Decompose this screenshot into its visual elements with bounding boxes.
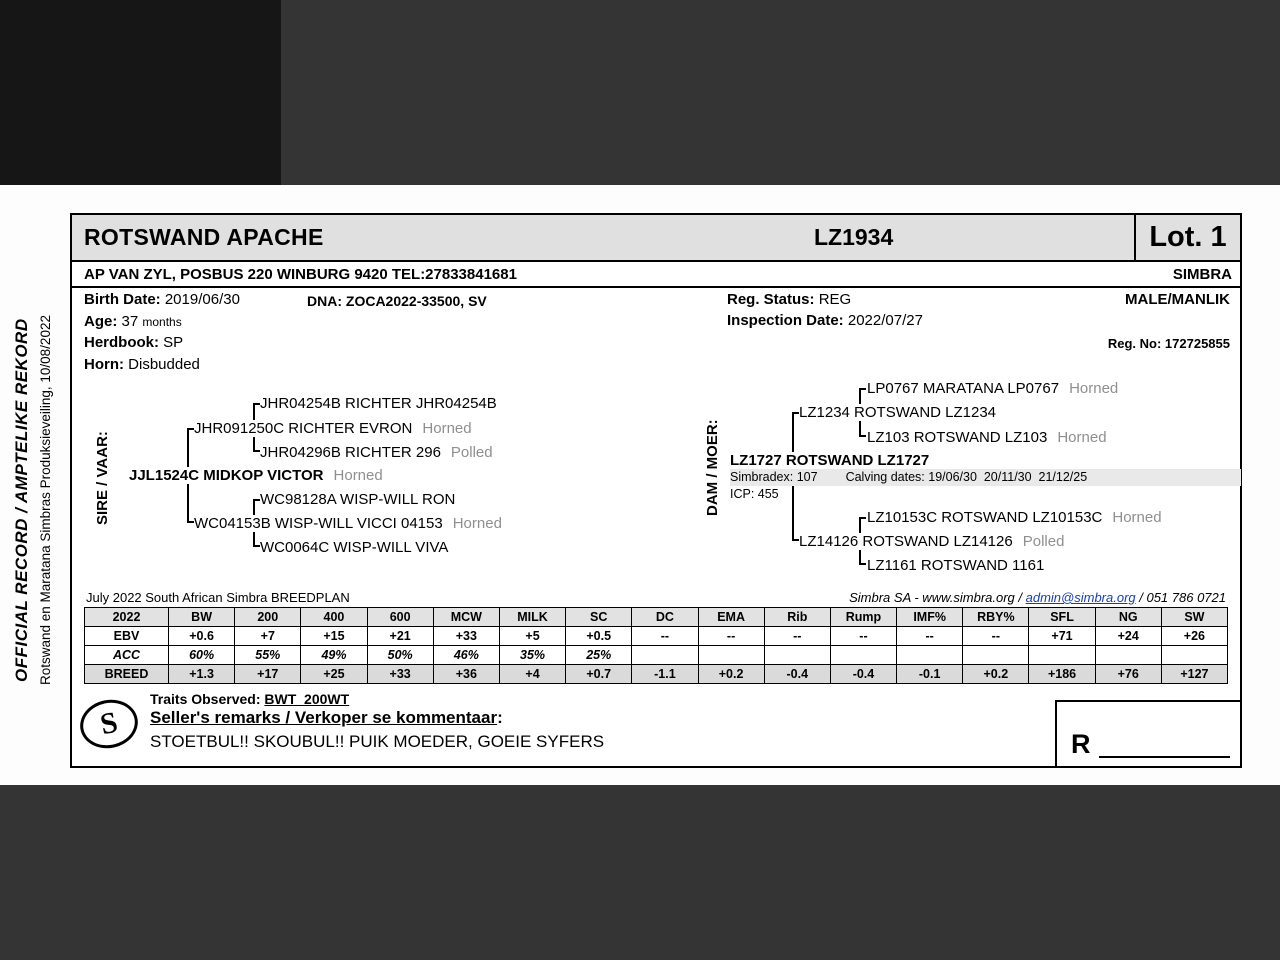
acc-cell: 46%	[433, 646, 499, 665]
ebv-cell: +15	[301, 627, 367, 646]
ebv-cell: --	[764, 627, 830, 646]
age-unit: months	[142, 315, 182, 329]
ebv-cell: +0.6	[169, 627, 235, 646]
ebv-cell: +7	[235, 627, 301, 646]
col-header: SW	[1161, 608, 1227, 627]
acc-cell: 50%	[367, 646, 433, 665]
breed-cell: +76	[1095, 665, 1161, 684]
acc-cell	[1161, 646, 1227, 665]
catalog-card	[70, 213, 1242, 768]
breedplan-header-row	[85, 608, 1228, 627]
horn-status: Polled	[1022, 533, 1065, 550]
horn-value: Disbudded	[128, 356, 200, 373]
pedigree-entry	[194, 420, 475, 437]
animal-name: LZ1234 ROTSWAND LZ1234	[799, 404, 997, 421]
animal-name: ROTSWAND APACHE	[84, 224, 324, 250]
ebv-cell: +71	[1029, 627, 1095, 646]
pedigree-entry	[867, 380, 1121, 397]
acc-cell: 60%	[169, 646, 235, 665]
acc-cell	[698, 646, 764, 665]
acc-cell	[1029, 646, 1095, 665]
breed-name: SIMBRA	[1172, 265, 1232, 283]
age-label: Age:	[84, 313, 118, 330]
breed-cell: +17	[235, 665, 301, 684]
horn-status: Horned	[1112, 509, 1162, 526]
pedigree-entry	[260, 539, 461, 556]
sellers-remarks-text: STOETBUL!! SKOUBUL!! PUIK MOEDER, GOEIE SYFERS	[150, 732, 605, 751]
reg-no	[1108, 336, 1230, 351]
breed-avg-row	[85, 665, 1228, 684]
col-header: Rump	[830, 608, 896, 627]
pedigree-entry	[260, 444, 496, 461]
col-header: BW	[169, 608, 235, 627]
traits-value: BWT 200WT	[264, 691, 350, 707]
horn-status: Horned	[1069, 380, 1119, 397]
row-label: EBV	[85, 627, 169, 646]
breed-cell: +127	[1161, 665, 1227, 684]
ebv-cell: +21	[367, 627, 433, 646]
simbra-contact	[849, 590, 1226, 605]
col-header: EMA	[698, 608, 764, 627]
sellers-remarks-heading	[150, 708, 503, 728]
horn-label: Horn:	[84, 356, 124, 373]
age	[84, 313, 182, 330]
ebv-cell: --	[698, 627, 764, 646]
remarks-colon: :	[497, 708, 503, 727]
animal-id: LZ1934	[814, 224, 894, 250]
traits-label: Traits Observed:	[150, 691, 265, 707]
row-label: ACC	[85, 646, 169, 665]
col-header: Rib	[764, 608, 830, 627]
owner-row	[72, 262, 1240, 288]
pedigree-entry	[867, 429, 1110, 446]
price-box	[1055, 700, 1240, 766]
breed-cell: +33	[367, 665, 433, 684]
price-blank-line	[1099, 734, 1231, 758]
age-value: 37	[121, 313, 139, 330]
dna-value: ZOCA2022-33500, SV	[345, 293, 487, 309]
ebv-row	[85, 627, 1228, 646]
acc-cell	[897, 646, 963, 665]
horn-status-field	[84, 356, 200, 373]
breed-cell: +0.2	[698, 665, 764, 684]
breed-cell: -0.4	[830, 665, 896, 684]
reg-status	[727, 291, 851, 308]
ebv-cell: +0.5	[566, 627, 632, 646]
animal-name: LZ1161 ROTSWAND 1161	[867, 557, 1045, 574]
col-header: 400	[301, 608, 367, 627]
pedigree-entry	[867, 557, 1057, 574]
breed-cell: +186	[1029, 665, 1095, 684]
footer-section	[72, 688, 1240, 766]
horn-status: Polled	[450, 444, 493, 461]
remarks-heading-text: Seller's remarks / Verkoper se kommentaar	[150, 708, 498, 727]
col-header: 2022	[85, 608, 169, 627]
owner-contact: AP VAN ZYL, POSBUS 220 WINBURG 9420 TEL:27833841681	[84, 265, 517, 283]
ebv-cell: --	[963, 627, 1029, 646]
birth-date-value: 2019/06/30	[164, 291, 240, 308]
traits-observed	[150, 691, 349, 707]
row-label: BREED	[85, 665, 169, 684]
ebv-cell: +24	[1095, 627, 1161, 646]
col-header: 600	[367, 608, 433, 627]
horn-status: Horned	[452, 515, 502, 532]
simbra-s-logo-icon	[76, 694, 143, 753]
event-vertical-text: Rotswand en Maratana Simbras Produksieveiling, 10/08/2022	[38, 315, 53, 685]
animal-name: LP0767 MARATANA LP0767	[867, 380, 1060, 397]
herdbook-label: Herdbook:	[84, 334, 159, 351]
animal-name: LZ14126 ROTSWAND LZ14126	[799, 533, 1013, 550]
breed-cell: +36	[433, 665, 499, 684]
reg-no-value: 172725855	[1164, 336, 1230, 351]
pedigree-entry	[194, 515, 505, 532]
details-section	[72, 288, 1240, 373]
ebv-cell: --	[897, 627, 963, 646]
animal-name: WC04153B WISP-WILL VICCI 04153	[194, 515, 443, 532]
breed-cell: +0.7	[566, 665, 632, 684]
reg-status-value: REG	[818, 291, 852, 308]
pedigree-entry-sire	[129, 467, 386, 484]
breedplan-table	[84, 607, 1228, 684]
pedigree-section	[72, 373, 1240, 588]
acc-cell: 25%	[566, 646, 632, 665]
inspection-date	[727, 312, 923, 329]
inspection-value: 2022/07/27	[847, 312, 923, 329]
breed-cell: +4	[499, 665, 565, 684]
herdbook-value: SP	[163, 334, 184, 351]
ebv-cell: +5	[499, 627, 565, 646]
breedplan-caption: July 2022 South African Simbra BREEDPLAN	[86, 590, 350, 605]
breed-cell: +0.2	[963, 665, 1029, 684]
title-row	[72, 215, 1240, 262]
acc-row	[85, 646, 1228, 665]
col-header: 200	[235, 608, 301, 627]
acc-cell	[632, 646, 698, 665]
sex: MALE/MANLIK	[1125, 291, 1230, 308]
reg-status-label: Reg. Status:	[727, 291, 815, 308]
animal-name: WC0064C WISP-WILL VIVA	[260, 539, 449, 556]
col-header: DC	[632, 608, 698, 627]
animal-name: JHR04254B RICHTER JHR04254B	[260, 395, 497, 412]
dna-info	[307, 293, 487, 309]
acc-cell: 49%	[301, 646, 367, 665]
breedplan-caption-row	[72, 588, 1240, 607]
birth-date	[84, 291, 240, 308]
breed-cell: +1.3	[169, 665, 235, 684]
animal-name: WC98128A WISP-WILL RON	[260, 491, 456, 508]
dam-stats-row	[730, 469, 1241, 486]
price-currency: R	[1071, 729, 1091, 759]
birth-date-label: Birth Date:	[84, 291, 161, 308]
acc-cell	[1095, 646, 1161, 665]
animal-name: LZ103 ROTSWAND LZ103	[867, 429, 1048, 446]
ebv-cell: --	[830, 627, 896, 646]
animal-name: JHR04296B RICHTER 296	[260, 444, 441, 461]
acc-cell: 55%	[235, 646, 301, 665]
contact-prefix: Simbra SA - www.simbra.org /	[849, 590, 1026, 605]
ebv-cell: +26	[1161, 627, 1227, 646]
acc-cell	[963, 646, 1029, 665]
acc-cell	[830, 646, 896, 665]
lot-number: Lot. 1	[1134, 215, 1240, 260]
pedigree-entry	[799, 533, 1067, 550]
document-sheet	[0, 185, 1280, 785]
pedigree-entry	[799, 404, 1009, 421]
pedigree-entry	[260, 491, 468, 508]
contact-suffix: / 051 786 0721	[1135, 590, 1226, 605]
dna-label: DNA:	[307, 293, 342, 309]
dam-side-label: DAM / MOER:	[704, 419, 721, 517]
reg-no-label: Reg. No:	[1107, 336, 1162, 351]
inspection-label: Inspection Date:	[727, 312, 844, 329]
col-header: IMF%	[897, 608, 963, 627]
animal-name: JJL1524C MIDKOP VICTOR	[129, 467, 324, 484]
pedigree-entry	[260, 395, 510, 412]
col-header: SFL	[1029, 608, 1095, 627]
animal-name: JHR091250C RICHTER EVRON	[194, 420, 413, 437]
official-record-vertical-text: OFFICIAL RECORD / AMPTELIKE REKORD	[12, 318, 31, 682]
horn-status: Horned	[1057, 429, 1107, 446]
contact-email-link: admin@simbra.org	[1025, 590, 1136, 605]
animal-name: LZ10153C ROTSWAND LZ10153C	[867, 509, 1103, 526]
col-header: MILK	[499, 608, 565, 627]
sire-side-label: SIRE / VAAR:	[94, 431, 111, 525]
breed-cell: -0.1	[897, 665, 963, 684]
breed-cell: -0.4	[764, 665, 830, 684]
ebv-cell: --	[632, 627, 698, 646]
horn-status: Horned	[422, 420, 472, 437]
simbradex-value: Simbradex: 107	[730, 470, 818, 484]
calving-dates: Calving dates: 19/06/30 20/11/30 21/12/25	[845, 470, 1088, 484]
pedigree-entry	[867, 509, 1165, 526]
col-header: SC	[566, 608, 632, 627]
breed-cell: +25	[301, 665, 367, 684]
animal-name: LZ1727 ROTSWAND LZ1727	[730, 452, 930, 469]
s-logo-letter: S	[97, 705, 121, 742]
col-header: NG	[1095, 608, 1161, 627]
acc-cell	[764, 646, 830, 665]
herdbook	[84, 334, 183, 351]
scan-dark-corner	[0, 0, 281, 186]
horn-status: Horned	[333, 467, 383, 484]
icp-value: ICP: 455	[730, 487, 783, 501]
pedigree-entry-dam	[730, 452, 942, 469]
col-header: MCW	[433, 608, 499, 627]
col-header: RBY%	[963, 608, 1029, 627]
breed-cell: -1.1	[632, 665, 698, 684]
acc-cell: 35%	[499, 646, 565, 665]
ebv-cell: +33	[433, 627, 499, 646]
